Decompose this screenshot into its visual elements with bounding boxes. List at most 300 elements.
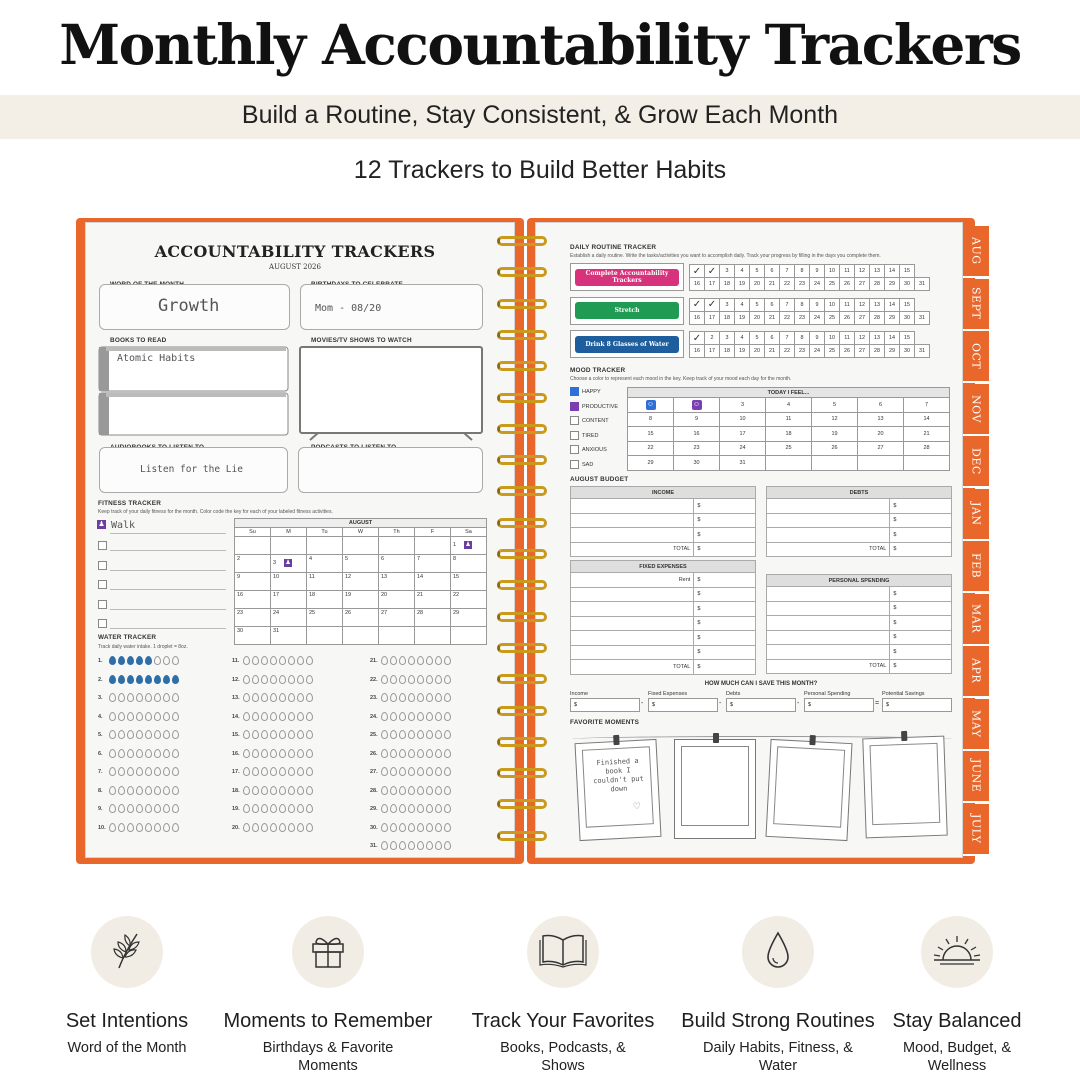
mood-day[interactable]: 11	[766, 412, 812, 427]
water-drop-icon[interactable]	[417, 804, 424, 813]
mood-key-swatch[interactable]	[570, 445, 579, 454]
water-drop-icon[interactable]	[381, 730, 388, 739]
photo-frame[interactable]	[765, 739, 852, 841]
water-drop-icon[interactable]	[390, 693, 397, 702]
water-drop-icon[interactable]	[243, 656, 250, 665]
water-drop-icon[interactable]	[306, 730, 313, 739]
mood-day[interactable]: 31	[720, 456, 766, 471]
routine-day[interactable]: 3	[720, 332, 735, 345]
water-drop-icon[interactable]	[390, 767, 397, 776]
routine-item[interactable]	[570, 330, 684, 358]
mood-day[interactable]	[674, 398, 720, 413]
water-drop-icon[interactable]	[136, 804, 143, 813]
water-drop-icon[interactable]	[118, 712, 125, 721]
water-drop-icon[interactable]	[243, 693, 250, 702]
water-drop-icon[interactable]	[444, 656, 451, 665]
routine-day[interactable]: 30	[900, 345, 915, 358]
mood-day[interactable]: 12	[812, 412, 858, 427]
routine-day[interactable]: 22	[780, 311, 795, 324]
water-drop-icon[interactable]	[426, 749, 433, 758]
water-drop-icon[interactable]	[252, 767, 259, 776]
water-drop-icon[interactable]	[306, 656, 313, 665]
routine-day[interactable]: ✓	[690, 298, 705, 311]
water-drop-icon[interactable]	[279, 804, 286, 813]
mood-day[interactable]: 9	[674, 412, 720, 427]
water-drop-icon[interactable]	[444, 693, 451, 702]
water-drop-icon[interactable]	[288, 730, 295, 739]
photo-frame[interactable]	[862, 736, 947, 839]
water-drop-icon[interactable]	[145, 767, 152, 776]
water-drop-icon[interactable]	[243, 786, 250, 795]
calendar-day[interactable]	[415, 627, 451, 645]
routine-day[interactable]: 16	[690, 345, 705, 358]
water-drop-icon[interactable]	[163, 823, 170, 832]
water-drop-icon[interactable]	[288, 693, 295, 702]
calendar-day[interactable]	[343, 537, 379, 555]
routine-day[interactable]: 27	[855, 345, 870, 358]
water-drop-icon[interactable]	[288, 712, 295, 721]
water-drop-icon[interactable]	[390, 786, 397, 795]
mood-day[interactable]: 13	[858, 412, 904, 427]
water-drop-icon[interactable]	[270, 767, 277, 776]
water-drop-icon[interactable]	[136, 675, 143, 684]
water-drop-icon[interactable]	[154, 656, 161, 665]
water-drop-icon[interactable]	[261, 712, 268, 721]
water-drop-icon[interactable]	[417, 693, 424, 702]
calendar-day[interactable]	[451, 537, 487, 555]
water-drop-icon[interactable]	[297, 712, 304, 721]
calendar-day[interactable]	[307, 555, 343, 573]
water-drop-icon[interactable]	[288, 749, 295, 758]
water-drop-icon[interactable]	[426, 786, 433, 795]
water-drop-icon[interactable]	[408, 767, 415, 776]
calendar-day[interactable]	[451, 609, 487, 627]
water-drop-icon[interactable]	[127, 656, 134, 665]
water-drop-icon[interactable]	[381, 675, 388, 684]
water-drop-icon[interactable]	[172, 656, 179, 665]
routine-item[interactable]	[570, 263, 684, 291]
water-drop-icon[interactable]	[426, 841, 433, 850]
calendar-day[interactable]	[343, 591, 379, 609]
water-drop-icon[interactable]	[444, 749, 451, 758]
water-drop-icon[interactable]	[408, 804, 415, 813]
budget-amount[interactable]: $	[694, 631, 756, 646]
savings-field[interactable]: $	[804, 698, 874, 712]
podcasts-box[interactable]	[298, 447, 483, 493]
water-drop-icon[interactable]	[154, 749, 161, 758]
water-drop-icon[interactable]	[243, 712, 250, 721]
water-drop-icon[interactable]	[435, 767, 442, 776]
routine-day[interactable]: 30	[900, 311, 915, 324]
routine-day[interactable]: 18	[720, 345, 735, 358]
water-drop-icon[interactable]	[127, 804, 134, 813]
water-drop-icon[interactable]	[306, 786, 313, 795]
routine-day[interactable]: 30	[900, 278, 915, 291]
budget-item[interactable]	[571, 528, 694, 543]
water-drop-icon[interactable]	[417, 656, 424, 665]
mood-day[interactable]: 23	[674, 441, 720, 456]
water-drop-icon[interactable]	[399, 767, 406, 776]
budget-amount[interactable]: $	[694, 573, 756, 588]
routine-day[interactable]: 13	[870, 265, 885, 278]
water-drop-icon[interactable]	[243, 749, 250, 758]
budget-item[interactable]	[571, 631, 694, 646]
water-drop-icon[interactable]	[390, 823, 397, 832]
water-drop-icon[interactable]	[109, 749, 116, 758]
mood-day[interactable]	[766, 456, 812, 471]
routine-day[interactable]: 10	[825, 332, 840, 345]
water-drop-icon[interactable]	[243, 823, 250, 832]
water-drop-icon[interactable]	[118, 730, 125, 739]
routine-day[interactable]: 11	[840, 298, 855, 311]
water-drop-icon[interactable]	[288, 786, 295, 795]
water-drop-icon[interactable]	[154, 693, 161, 702]
water-drop-icon[interactable]	[390, 749, 397, 758]
calendar-day[interactable]	[415, 591, 451, 609]
water-drop-icon[interactable]	[435, 804, 442, 813]
mood-day[interactable]: 21	[904, 427, 950, 442]
budget-amount[interactable]: $	[890, 499, 952, 514]
mood-day[interactable]: 28	[904, 441, 950, 456]
routine-day[interactable]: 20	[750, 311, 765, 324]
water-drop-icon[interactable]	[279, 730, 286, 739]
water-drop-icon[interactable]	[435, 675, 442, 684]
water-drop-icon[interactable]	[426, 675, 433, 684]
water-drop-icon[interactable]	[417, 712, 424, 721]
water-drop-icon[interactable]	[435, 786, 442, 795]
routine-day[interactable]: 7	[780, 298, 795, 311]
calendar-day[interactable]	[379, 537, 415, 555]
mood-day[interactable]: 18	[766, 427, 812, 442]
budget-amount[interactable]: $	[694, 602, 756, 617]
calendar-day[interactable]	[343, 627, 379, 645]
routine-day[interactable]: 19	[735, 278, 750, 291]
budget-amount[interactable]: $	[890, 645, 952, 660]
water-drop-icon[interactable]	[270, 749, 277, 758]
water-drop-icon[interactable]	[163, 786, 170, 795]
mood-day[interactable]: 14	[904, 412, 950, 427]
water-drop-icon[interactable]	[270, 675, 277, 684]
routine-day[interactable]: 14	[885, 298, 900, 311]
mood-day[interactable]: 19	[812, 427, 858, 442]
water-drop-icon[interactable]	[279, 675, 286, 684]
water-drop-icon[interactable]	[306, 693, 313, 702]
calendar-day[interactable]	[271, 627, 307, 645]
water-drop-icon[interactable]	[145, 730, 152, 739]
tab-mar[interactable]	[963, 594, 989, 646]
water-drop-icon[interactable]	[390, 656, 397, 665]
water-drop-icon[interactable]	[399, 656, 406, 665]
routine-day[interactable]: 27	[855, 311, 870, 324]
water-drop-icon[interactable]	[399, 712, 406, 721]
tab-sept[interactable]	[963, 279, 989, 331]
water-drop-icon[interactable]	[145, 656, 152, 665]
savings-field[interactable]: $	[570, 698, 640, 712]
water-drop-icon[interactable]	[390, 804, 397, 813]
water-drop-icon[interactable]	[136, 712, 143, 721]
savings-field[interactable]: $	[726, 698, 796, 712]
calendar-day[interactable]	[415, 537, 451, 555]
mood-day[interactable]	[812, 456, 858, 471]
water-drop-icon[interactable]	[408, 675, 415, 684]
routine-day[interactable]: 11	[840, 265, 855, 278]
total-amount[interactable]: $	[694, 542, 756, 557]
tab-oct[interactable]	[963, 331, 989, 383]
routine-day[interactable]: 17	[705, 345, 720, 358]
water-drop-icon[interactable]	[172, 712, 179, 721]
water-drop-icon[interactable]	[109, 767, 116, 776]
water-drop-icon[interactable]	[118, 749, 125, 758]
water-drop-icon[interactable]	[426, 712, 433, 721]
water-drop-icon[interactable]	[109, 675, 116, 684]
mood-day[interactable]: 16	[674, 427, 720, 442]
routine-day[interactable]: 15	[900, 332, 915, 345]
water-drop-icon[interactable]	[252, 656, 259, 665]
routine-day[interactable]: 14	[885, 332, 900, 345]
routine-day[interactable]: 9	[810, 332, 825, 345]
calendar-day[interactable]	[271, 609, 307, 627]
water-drop-icon[interactable]	[154, 767, 161, 776]
calendar-day[interactable]	[451, 555, 487, 573]
water-drop-icon[interactable]	[127, 823, 134, 832]
routine-day[interactable]: 7	[780, 265, 795, 278]
mood-day[interactable]: 22	[628, 441, 674, 456]
tab-apr[interactable]	[963, 646, 989, 698]
water-drop-icon[interactable]	[163, 730, 170, 739]
water-drop-icon[interactable]	[306, 712, 313, 721]
water-drop-icon[interactable]	[435, 749, 442, 758]
routine-day[interactable]: 6	[765, 298, 780, 311]
water-drop-icon[interactable]	[154, 823, 161, 832]
water-drop-icon[interactable]	[381, 786, 388, 795]
mood-day[interactable]: 10	[720, 412, 766, 427]
water-drop-icon[interactable]	[390, 730, 397, 739]
water-drop-icon[interactable]	[417, 841, 424, 850]
routine-day[interactable]: 14	[885, 265, 900, 278]
water-drop-icon[interactable]	[435, 823, 442, 832]
tab-may[interactable]	[963, 699, 989, 751]
routine-day[interactable]: 11	[840, 332, 855, 345]
fitness-checkbox[interactable]	[98, 561, 107, 570]
budget-item[interactable]	[767, 587, 890, 602]
water-drop-icon[interactable]	[381, 749, 388, 758]
mood-day[interactable]: 30	[674, 456, 720, 471]
water-drop-icon[interactable]	[444, 823, 451, 832]
routine-day[interactable]: 31	[915, 345, 930, 358]
water-drop-icon[interactable]	[145, 786, 152, 795]
water-drop-icon[interactable]	[252, 712, 259, 721]
water-drop-icon[interactable]	[426, 767, 433, 776]
budget-amount[interactable]: $	[694, 616, 756, 631]
calendar-day[interactable]	[307, 573, 343, 591]
routine-day[interactable]: 9	[810, 265, 825, 278]
tab-feb[interactable]	[963, 541, 989, 593]
budget-amount[interactable]: $	[890, 601, 952, 616]
budget-amount[interactable]: $	[890, 513, 952, 528]
water-drop-icon[interactable]	[399, 823, 406, 832]
water-drop-icon[interactable]	[163, 656, 170, 665]
water-drop-icon[interactable]	[435, 712, 442, 721]
routine-day[interactable]: 29	[885, 278, 900, 291]
water-drop-icon[interactable]	[118, 656, 125, 665]
water-drop-icon[interactable]	[127, 675, 134, 684]
fitness-checkbox[interactable]	[98, 600, 107, 609]
tab-july[interactable]	[963, 804, 989, 856]
mood-key-swatch[interactable]	[570, 431, 579, 440]
mood-day[interactable]: 20	[858, 427, 904, 442]
water-drop-icon[interactable]	[243, 804, 250, 813]
fitness-checkbox[interactable]	[98, 619, 107, 628]
budget-item[interactable]	[767, 630, 890, 645]
routine-day[interactable]: 22	[780, 345, 795, 358]
water-drop-icon[interactable]	[136, 823, 143, 832]
budget-item[interactable]	[767, 645, 890, 660]
tab-aug[interactable]	[963, 226, 989, 278]
photo-frame[interactable]	[574, 739, 661, 841]
calendar-day[interactable]	[307, 627, 343, 645]
mood-day[interactable]: 24	[720, 441, 766, 456]
water-drop-icon[interactable]	[261, 804, 268, 813]
fitness-checkbox[interactable]	[98, 541, 107, 550]
water-drop-icon[interactable]	[163, 767, 170, 776]
fitness-checkbox[interactable]	[98, 580, 107, 589]
tab-june[interactable]	[963, 751, 989, 803]
water-drop-icon[interactable]	[306, 767, 313, 776]
water-drop-icon[interactable]	[127, 749, 134, 758]
water-drop-icon[interactable]	[261, 749, 268, 758]
water-drop-icon[interactable]	[417, 823, 424, 832]
calendar-day[interactable]	[307, 609, 343, 627]
water-drop-icon[interactable]	[154, 712, 161, 721]
water-drop-icon[interactable]	[261, 767, 268, 776]
water-drop-icon[interactable]	[243, 767, 250, 776]
water-drop-icon[interactable]	[163, 712, 170, 721]
mood-day[interactable]: 26	[812, 441, 858, 456]
routine-day[interactable]: 8	[795, 265, 810, 278]
routine-day[interactable]: 3	[720, 298, 735, 311]
routine-day[interactable]: 5	[750, 298, 765, 311]
water-drop-icon[interactable]	[163, 675, 170, 684]
water-drop-icon[interactable]	[426, 730, 433, 739]
routine-day[interactable]: 4	[735, 298, 750, 311]
water-drop-icon[interactable]	[154, 730, 161, 739]
water-drop-icon[interactable]	[252, 786, 259, 795]
water-drop-icon[interactable]	[444, 804, 451, 813]
routine-day[interactable]: 13	[870, 298, 885, 311]
budget-amount[interactable]: $	[694, 645, 756, 660]
tv-drawing[interactable]	[298, 345, 484, 441]
water-drop-icon[interactable]	[279, 823, 286, 832]
calendar-day[interactable]	[271, 555, 307, 573]
calendar-day[interactable]	[235, 573, 271, 591]
routine-day[interactable]: 16	[690, 278, 705, 291]
routine-day[interactable]: 17	[705, 311, 720, 324]
calendar-day[interactable]	[415, 609, 451, 627]
budget-item[interactable]	[571, 602, 694, 617]
water-drop-icon[interactable]	[297, 656, 304, 665]
routine-day[interactable]: 17	[705, 278, 720, 291]
budget-item[interactable]	[571, 499, 694, 514]
routine-day[interactable]: 29	[885, 311, 900, 324]
water-drop-icon[interactable]	[109, 693, 116, 702]
water-drop-icon[interactable]	[399, 693, 406, 702]
water-drop-icon[interactable]	[408, 712, 415, 721]
calendar-day[interactable]	[235, 591, 271, 609]
routine-day[interactable]: 8	[795, 332, 810, 345]
water-drop-icon[interactable]	[297, 675, 304, 684]
water-drop-icon[interactable]	[297, 749, 304, 758]
water-drop-icon[interactable]	[261, 675, 268, 684]
mood-day[interactable]: 8	[628, 412, 674, 427]
water-drop-icon[interactable]	[172, 675, 179, 684]
routine-day[interactable]: 23	[795, 345, 810, 358]
calendar-day[interactable]	[379, 609, 415, 627]
calendar-day[interactable]	[343, 573, 379, 591]
water-drop-icon[interactable]	[399, 749, 406, 758]
water-drop-icon[interactable]	[109, 804, 116, 813]
routine-day[interactable]: 19	[735, 345, 750, 358]
routine-day[interactable]: 10	[825, 298, 840, 311]
water-drop-icon[interactable]	[252, 730, 259, 739]
routine-day[interactable]: 20	[750, 345, 765, 358]
water-drop-icon[interactable]	[435, 693, 442, 702]
water-drop-icon[interactable]	[399, 786, 406, 795]
water-drop-icon[interactable]	[172, 823, 179, 832]
water-drop-icon[interactable]	[417, 730, 424, 739]
routine-day[interactable]: 25	[825, 278, 840, 291]
water-drop-icon[interactable]	[261, 786, 268, 795]
routine-day[interactable]: 7	[780, 332, 795, 345]
budget-item[interactable]	[767, 499, 890, 514]
water-drop-icon[interactable]	[127, 786, 134, 795]
water-drop-icon[interactable]	[252, 693, 259, 702]
water-drop-icon[interactable]	[279, 749, 286, 758]
budget-amount[interactable]: $	[890, 630, 952, 645]
water-drop-icon[interactable]	[172, 693, 179, 702]
calendar-day[interactable]	[379, 573, 415, 591]
routine-day[interactable]: 20	[750, 278, 765, 291]
water-drop-icon[interactable]	[118, 786, 125, 795]
routine-day[interactable]: 6	[765, 332, 780, 345]
total-amount[interactable]: $	[694, 660, 756, 675]
water-drop-icon[interactable]	[426, 693, 433, 702]
calendar-day[interactable]	[379, 555, 415, 573]
water-drop-icon[interactable]	[390, 712, 397, 721]
water-drop-icon[interactable]	[145, 675, 152, 684]
mood-day[interactable]: 29	[628, 456, 674, 471]
water-drop-icon[interactable]	[136, 693, 143, 702]
water-drop-icon[interactable]	[118, 693, 125, 702]
water-drop-icon[interactable]	[297, 786, 304, 795]
water-drop-icon[interactable]	[279, 786, 286, 795]
mood-key-swatch[interactable]	[570, 416, 579, 425]
photo-frame[interactable]	[674, 739, 756, 839]
water-drop-icon[interactable]	[399, 675, 406, 684]
water-drop-icon[interactable]	[172, 767, 179, 776]
water-drop-icon[interactable]	[261, 823, 268, 832]
budget-item[interactable]	[767, 601, 890, 616]
routine-day[interactable]: 28	[870, 311, 885, 324]
water-drop-icon[interactable]	[381, 804, 388, 813]
mood-day[interactable]: 6	[858, 398, 904, 413]
budget-item[interactable]: Rent	[571, 573, 694, 588]
water-drop-icon[interactable]	[109, 823, 116, 832]
calendar-day[interactable]	[271, 591, 307, 609]
routine-day[interactable]: 4	[735, 265, 750, 278]
water-drop-icon[interactable]	[172, 804, 179, 813]
routine-day[interactable]: ✓	[705, 298, 720, 311]
water-drop-icon[interactable]	[109, 712, 116, 721]
